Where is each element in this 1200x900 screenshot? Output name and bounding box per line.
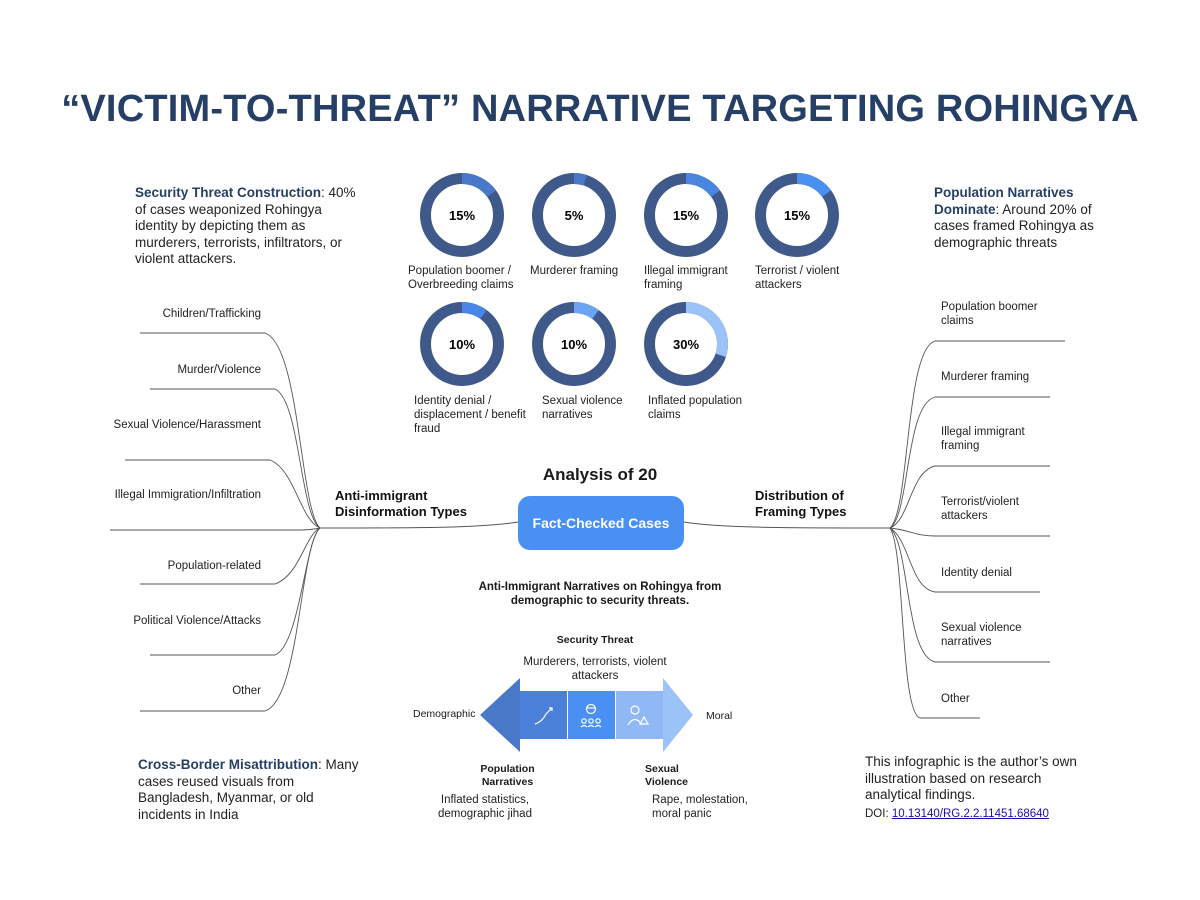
security-threat-title: Security Threat [556, 634, 634, 646]
left-branch-6: Political Violence/Attacks [133, 615, 261, 627]
fact-checked-cases-button[interactable]: Fact-Checked Cases [518, 496, 684, 550]
spectrum-heading: Anti-Immigrant Narratives on Rohingya from demographic to security threats. [478, 581, 722, 607]
left-branch-5: Population-related [167, 560, 261, 572]
right-branch-6: Sexual violence narratives [941, 622, 1022, 648]
donut-percent-label: 10% [560, 337, 588, 352]
cross-border-note-body: : Many cases reused visuals from Bangladesh, Myanmar, or old incidents in India [138, 757, 359, 822]
donut-percent-label: 30% [672, 337, 700, 352]
donut-label-1: Population boomer / Overbreeding claims [408, 265, 514, 291]
page-title: “VICTIM-TO-THREAT” NARRATIVE TARGETING ROHINGYA [61, 88, 1139, 130]
donut-label-5: Identity denial / displacement / benefit fraud [414, 395, 526, 435]
donut-label-6: Sexual violence narratives [542, 395, 623, 421]
donut-percent-label: 15% [448, 208, 476, 223]
spectrum-segment-1 [520, 691, 567, 739]
donut-label-4: Terrorist / violent attackers [755, 265, 840, 291]
donut-percent-label: 10% [448, 337, 476, 352]
spectrum-segment-3 [616, 691, 663, 739]
left-branch-1: Children/Trafficking [162, 308, 261, 320]
sexual-violence-title: Sexual Violence [645, 763, 688, 788]
right-branch-1: Population boomer claims [941, 301, 1038, 327]
population-note-head: Population Narratives Dominate [934, 185, 1074, 217]
donut-label-7: Inflated population claims [648, 395, 742, 421]
population-note-body: : Around 20% of cases framed Rohingya as demographic threats [934, 201, 1094, 250]
right-branch-5: Identity denial [941, 567, 1012, 579]
spectrum-segment-2 [568, 691, 615, 739]
right-arrow-head [663, 678, 693, 752]
security-threat-desc: Murderers, terrorists, violent attackers [523, 656, 667, 682]
demographic-label: Demographic [413, 708, 476, 720]
donut-percent-label: 5% [564, 208, 584, 223]
doi-label: DOI: [865, 807, 892, 820]
attribution-text: This infographic is the author’s own illustration based on research analytical findings. [865, 754, 1077, 802]
right-branch-4: Terrorist/violent attackers [941, 496, 1019, 522]
donut-label-3: Illegal immigrant framing [644, 265, 728, 291]
left-branch-7: Other [232, 685, 261, 697]
donut-label-2: Murderer framing [530, 265, 619, 277]
right-branch-7: Other [941, 693, 970, 705]
population-narratives-desc: Inflated statistics, demographic jihad [438, 794, 532, 820]
donut-percent-label: 15% [783, 208, 811, 223]
spectrum-arrow [480, 678, 700, 754]
left-hub-title: Anti-immigrant Disinformation Types [335, 488, 467, 519]
right-hub-title: Distribution of Framing Types [755, 488, 847, 519]
analysis-title: Analysis of 20 [542, 465, 658, 484]
moral-label: Moral [706, 710, 733, 722]
population-narratives-title: Population Narratives [480, 763, 535, 788]
right-branch-3: Illegal immigrant framing [941, 426, 1025, 452]
right-branch-2: Murderer framing [941, 371, 1030, 383]
donut-percent-label: 15% [672, 208, 700, 223]
left-branch-3: Sexual Violence/Harassment [113, 419, 261, 431]
sexual-violence-desc: Rape, molestation, moral panic [652, 794, 748, 820]
doi-link[interactable]: 10.13140/RG.2.2.11451.68640 [891, 807, 1049, 820]
left-branch-4: Illegal Immigration/Infiltration [114, 489, 261, 501]
security-note-head: Security Threat Construction [135, 185, 322, 200]
cross-border-note-head: Cross-Border Misattribution [138, 757, 319, 772]
left-branch-2: Murder/Violence [177, 364, 261, 376]
security-note-body: : 40% of cases weaponized Rohingya identity by depicting them as murderers, terrorists, infiltrators, or violent attackers. [135, 185, 356, 266]
left-arrow-head [480, 678, 520, 752]
